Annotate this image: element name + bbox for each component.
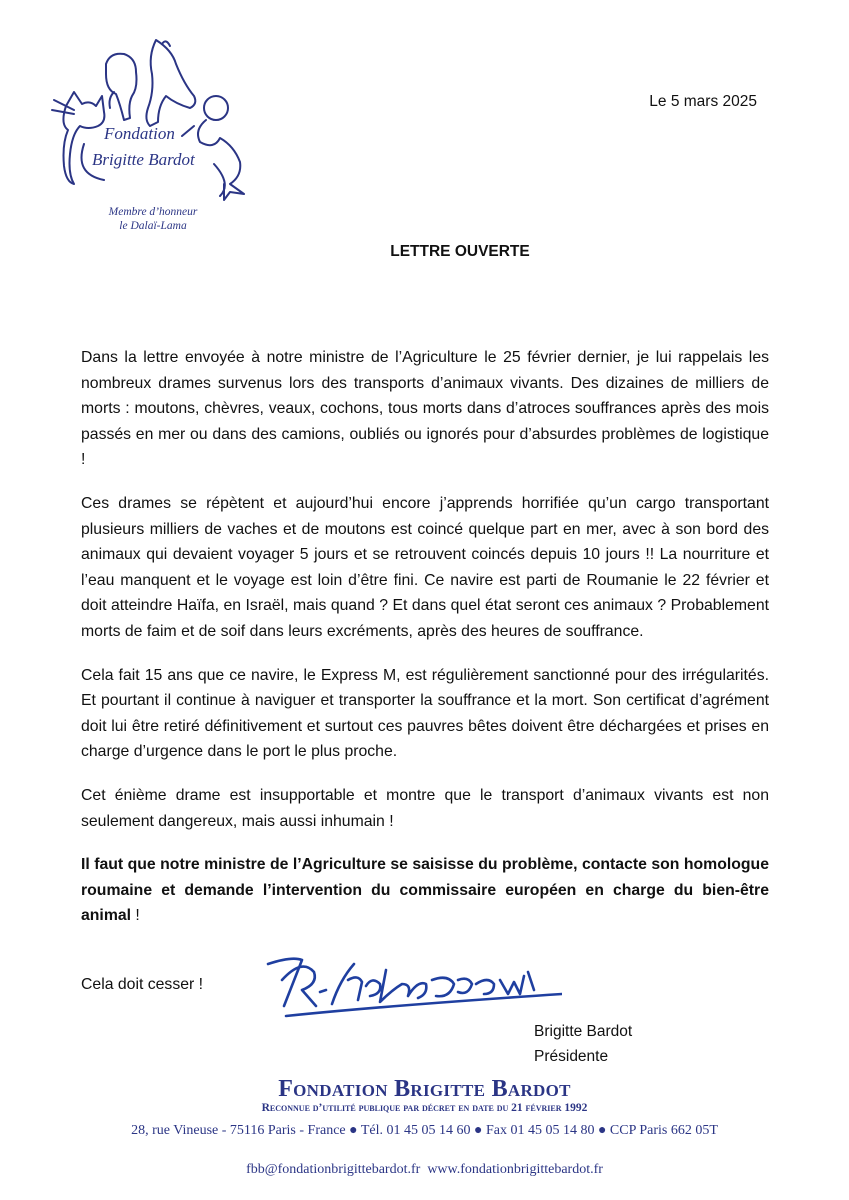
honor-line-1: Membre d’honneur	[108, 206, 198, 218]
bold-paragraph-end: !	[131, 907, 140, 925]
letter-body	[81, 345, 769, 951]
paragraph-1: Dans la lettre envoyée à notre ministre de l’Agriculture le 25 février dernier, je lui rappelais les nombreux drames survenus lors des transports d’animaux vivants. Des dizaines de milliers de morts : moutons, chèvres, veaux, cochons, tous morts dans d’atroces souffrances après des mois passés en mer ou dans des camions, oubliés ou ignorés pour d’absurdes problèmes de logistique !	[81, 349, 769, 469]
footer-address: 28, rue Vineuse - 75116 Paris - France ● Tél. 01 45 05 14 60 ● Fax 01 45 05 14 80 ● CCP Paris 662 05T	[131, 1123, 718, 1138]
footer-foundation-name: Fondation Brigitte Bardot	[278, 1076, 571, 1102]
signer-title: Présidente	[534, 1048, 609, 1065]
logo-text-brigitte-bardot: Brigitte Bardot	[92, 150, 195, 169]
footer-contact: fbb@fondationbrigittebardot.fr www.fondationbrigittebardot.fr	[246, 1162, 603, 1177]
honor-line-2: le Dalaï-Lama	[119, 220, 187, 232]
logo-text-fondation: Fondation	[104, 124, 175, 143]
signature	[262, 950, 562, 1035]
paragraph-4: Cet énième drame est insupportable et montre que le transport d’animaux vivants est non seulement dangereux, mais aussi inhumain !	[81, 786, 769, 830]
letter-date: Le 5 mars 2025	[649, 93, 757, 110]
paragraph-2: Ces drames se répètent et aujourd’hui encore j’apprends horrifiée qu’un cargo transportant plusieurs milliers de vaches et de moutons est coincé quelque part en mer, avec à son bord des animaux qui devaient voyager 5 jours et se retrouvent coincés depuis 10 jours !! La nourriture et l’eau manquent et le voyage est loin d’être fini. Ce navire est parti de Roumanie le 22 février et doit atteindre Haïfa, en Israël, mais quand ? Et dans quel état seront ces animaux ? Probablement morts de faim et de soif dans leurs excréments, après des heures de souffrance.	[81, 494, 769, 640]
signer-name: Brigitte Bardot	[534, 1023, 633, 1040]
closing-line: Cela doit cesser !	[81, 976, 204, 993]
paragraph-3: Cela fait 15 ans que ce navire, le Express M, est régulièrement sanctionné pour des irrégularités. Et pourtant il continue à naviguer et transporter la souffrance et la mort. Son certificat d’agrément doit lui être retiré définitivement et surtout ces pauvres bêtes doivent être déchargées et prises en charge d’urgence dans le port le plus proche.	[81, 666, 769, 761]
signer-block	[534, 1019, 632, 1069]
bold-paragraph	[81, 852, 769, 929]
bold-paragraph-text: Il faut que notre ministre de l’Agriculture se saisisse du problème, contacte son homologue roumaine et demande l’intervention du commissaire européen en charge du bien-être animal	[81, 856, 769, 925]
honorary-member-note	[98, 205, 208, 233]
letter-title: LETTRE OUVERTE	[390, 243, 530, 260]
handwritten-signature-icon	[262, 950, 562, 1030]
animals-drawing-icon	[44, 34, 259, 209]
footer-recognition: Reconnue d’utilité publique par décret en date du 21 février 1992	[261, 1102, 588, 1114]
